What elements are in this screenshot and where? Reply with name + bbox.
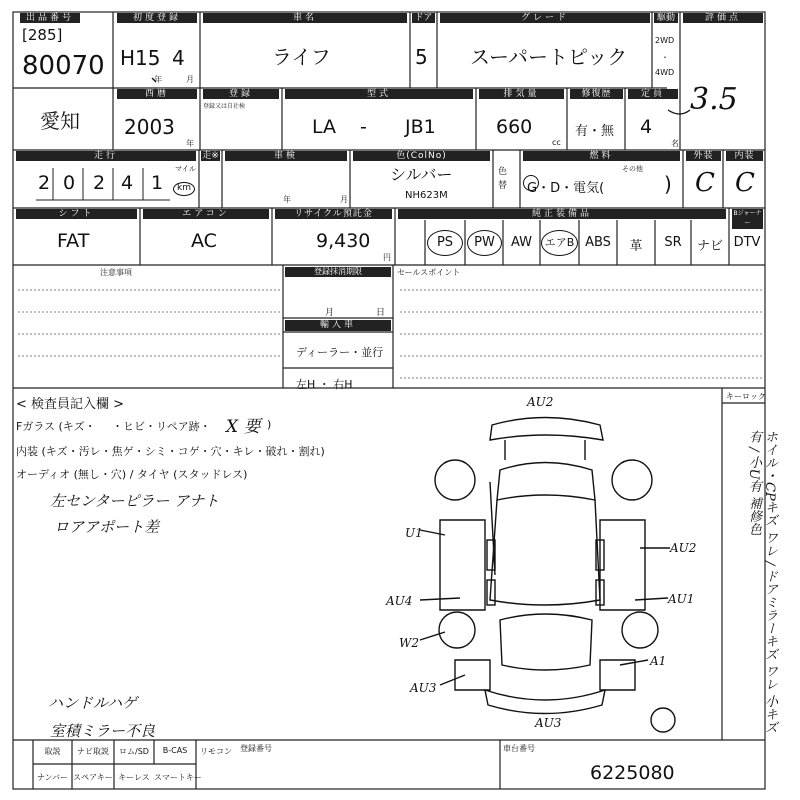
footer-manual: 取説 (44, 747, 61, 756)
equip-leather: 革 (629, 239, 643, 254)
recycle-unit: 円 (383, 253, 391, 262)
steering: 左H ・ 右H (296, 378, 353, 391)
first-reg-era: H15 (120, 46, 161, 70)
equip-dtv: DTV (733, 235, 761, 250)
capacity-label: 定員 (628, 89, 678, 99)
mark-au1: AU1 (668, 592, 695, 606)
mileage-digit-2: 0 (63, 172, 76, 194)
recycle-fee: 9,430 (316, 230, 371, 252)
reg-label: 登録 (203, 89, 279, 99)
capacity-unit: 名 (671, 139, 679, 148)
score-label: 評価点 (683, 13, 763, 23)
ac: AC (191, 230, 217, 252)
shift: FAT (57, 230, 90, 252)
interior-label: 内装 (726, 151, 763, 161)
deadline-day: 日 (376, 308, 386, 318)
region: 愛知 (40, 109, 80, 133)
inspector-line1-prefix: Fガラス (キズ・ (16, 420, 96, 433)
footer-plate: ナンバー (36, 773, 69, 782)
color-change-label: 色替 (498, 167, 508, 191)
footer-smart-key: スマートキー (154, 773, 202, 782)
history-options: 有・無 (575, 124, 615, 139)
deadline-month: 月 (325, 308, 335, 318)
exterior-label: 外装 (686, 151, 721, 161)
inspector-line1-rest: ・ヒビ・リペア跡・ (112, 420, 211, 433)
exterior-grade: C (695, 168, 715, 198)
inspection-month: 月 (340, 195, 348, 204)
footer-rom-sd: ロム/SD (119, 747, 149, 756)
caution-label: 注意事項 (100, 268, 132, 277)
mark-front-au2: AU2 (527, 395, 554, 409)
chassis-number: 6225080 (590, 762, 675, 784)
mileage-check-label: 走※ (202, 151, 219, 161)
reg-number-label: 登録番号 (240, 744, 272, 753)
mark-u1: U1 (405, 526, 423, 540)
hand-note-1: 左センターピラー アナト (50, 492, 220, 510)
inspector-line3: オーディオ (無し・穴) / タイヤ (スタッドレス) (16, 468, 248, 481)
doors: 5 (415, 45, 428, 69)
equip-pw: PW (467, 230, 502, 256)
footer-navi-manual: ナビ取説 (77, 747, 109, 756)
fuel-close-paren: ) (664, 172, 672, 196)
sales-point-label: セールスポイント (397, 268, 461, 277)
mileage-digit-1: 2 (38, 172, 51, 194)
model-year-unit: 年 (186, 139, 194, 148)
year-label: 西暦 (117, 89, 197, 99)
footer-spare-key: スペアキー (73, 773, 113, 782)
mark-rear-au3: AU3 (535, 716, 562, 730)
mileage-digit-3: 2 (93, 172, 106, 194)
model-dash: - (360, 116, 367, 138)
model-code: JB1 (405, 116, 436, 138)
mileage-digit-4: 4 (121, 172, 134, 194)
color-code: NH623M (405, 190, 448, 201)
fuel-g-circle (523, 175, 539, 191)
lot-label: 出品番号 (20, 13, 80, 23)
inspection-year: 年 (283, 195, 291, 204)
inspector-title: < 検査員記入欄 > (16, 397, 125, 412)
equip-aw: AW (510, 235, 533, 250)
mark-right-au2: AU2 (670, 541, 697, 555)
model-year: 2003 (124, 115, 175, 139)
grade: スーパートピック (470, 45, 628, 69)
inspection-label: 車検 (225, 151, 347, 161)
color-label: 色(ColNo) (353, 151, 490, 161)
hand-note-3: ハンドルハゲ (48, 694, 137, 712)
mark-w2: W2 (399, 636, 419, 650)
mileage-unit-km: km (173, 182, 195, 196)
score: 3.5 (690, 82, 738, 117)
lot-bracket: [285] (22, 26, 63, 44)
mileage-label: 走行 (16, 151, 196, 161)
color: シルバー (390, 165, 453, 184)
first-reg-label: 初度登録 (117, 13, 197, 23)
inspector-line1-close: ) (267, 418, 272, 431)
mark-a1: A1 (650, 654, 667, 668)
year-unit: 年 (154, 75, 162, 84)
displacement-label: 排気量 (479, 89, 564, 99)
month-unit: 月 (186, 75, 194, 84)
inspector-line2: 内装 (キズ・汚レ・焦ゲ・シミ・コゲ・穴・キレ・破れ・割れ) (16, 445, 325, 458)
mileage-digit-5: 1 (151, 172, 164, 194)
key-lock-label: キーロック (726, 392, 766, 401)
import-dealer: ディーラー・並行 (296, 346, 384, 359)
chassis-label: 車台番号 (503, 744, 535, 753)
recycle-label: リサイクル預託金 (275, 209, 392, 219)
equip-abs: ABS (585, 235, 611, 250)
fuel-label: 燃料 (523, 151, 680, 161)
equip-airbag: エアB (541, 230, 578, 256)
footer-keyless: キーレス (118, 773, 150, 782)
equip-sr: SR (664, 235, 682, 250)
inspector-line1-hand: X 要 (226, 417, 261, 437)
car-name-label: 車名 (203, 13, 407, 23)
fuel-options: G・D・電気( (527, 181, 605, 196)
model-label: 型式 (285, 89, 473, 99)
first-reg-month: 4 (172, 46, 185, 70)
mark-au4: AU4 (386, 594, 413, 608)
footer-bcas: B-CAS (162, 746, 188, 755)
equip-ps: PS (427, 230, 463, 256)
car-diagram (420, 418, 675, 733)
reg-note: 登録又は自社検 (203, 103, 246, 110)
drive-dot: ・ (661, 53, 669, 62)
import-label: 輸入車 (285, 320, 391, 330)
door-label: ドア (412, 13, 435, 23)
interior-grade: C (735, 168, 755, 198)
shift-label: シフト (16, 209, 137, 219)
drive-label: 駆動 (654, 13, 678, 23)
lot-number: 80070 (22, 51, 105, 81)
mark-left-au3: AU3 (410, 681, 437, 695)
equipment-label: 純正装備品 (398, 209, 726, 219)
footer-remote: リモコン (200, 747, 232, 756)
grade-label: グレード (440, 13, 650, 23)
displacement-unit: cc (552, 138, 561, 147)
side-note: ホイル・CPキズ ワレ / ドアミラーキズ ワレ 小キズ有 / 小U有 補修色 (746, 430, 777, 734)
hand-note-4: 室積ミラー不良 (50, 722, 156, 740)
ac-label: エアコン (143, 209, 269, 219)
drive-2wd: 2WD (655, 36, 675, 45)
etc-label: Bジャーナー (733, 210, 762, 227)
model-prefix: LA (312, 116, 337, 138)
drive-4wd: 4WD (655, 68, 675, 77)
car-name: ライフ (272, 45, 331, 69)
hand-note-2: ロアアポート差 (54, 518, 160, 536)
mileage-unit-mile: マイル (175, 165, 196, 173)
history-label: 修復歴 (570, 89, 623, 99)
capacity: 4 (640, 116, 653, 138)
fuel-other: その他 (622, 165, 643, 173)
reg-deadline-label: 登録抹消期限 (285, 267, 391, 277)
displacement: 660 (496, 116, 533, 138)
equip-navi: ナビ (696, 239, 723, 254)
